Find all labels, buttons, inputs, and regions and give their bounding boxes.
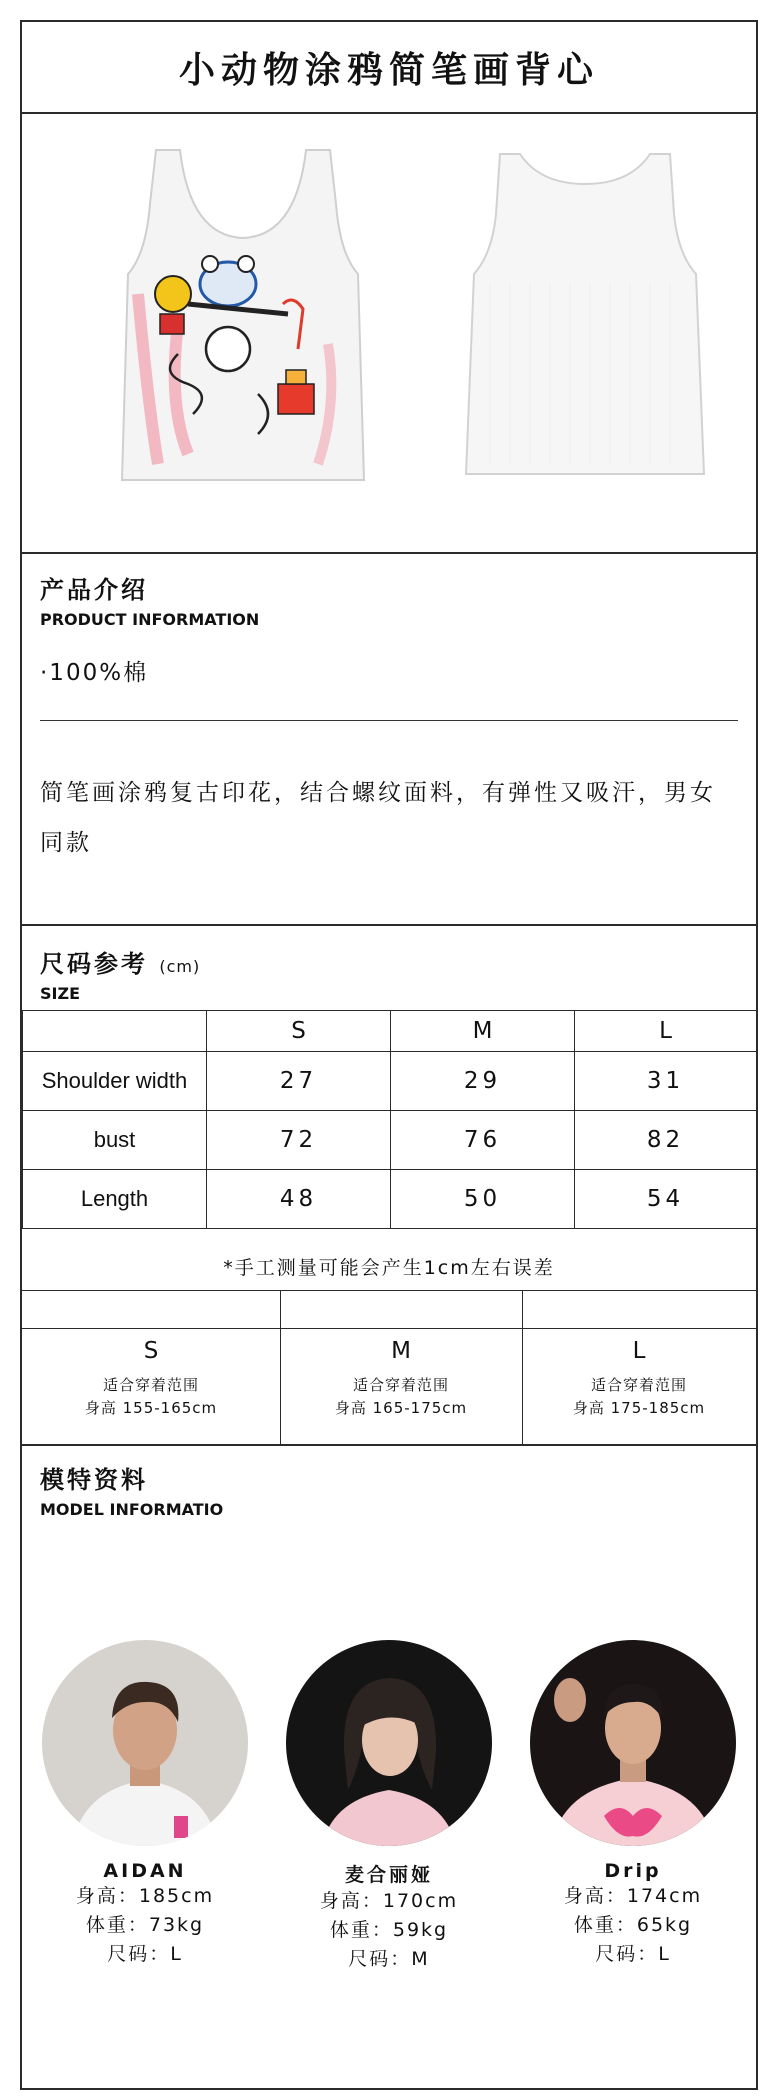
fit-cell-s [22,1328,280,1444]
cell-value: 27 [207,1052,391,1111]
model-name: AIDAN [103,1860,187,1882]
fit-label: 适合穿着范围 [102,1376,199,1394]
divider [522,1290,523,1328]
header-empty [23,1011,207,1052]
model-weight: 体重：73kg [85,1914,205,1936]
model-card-maheliya [284,1640,494,1974]
fit-label: 适合穿着范围 [590,1376,687,1394]
model-information-section [22,1446,756,2086]
product-photos [22,114,756,554]
blank-row [22,1290,756,1329]
cell-value: 82 [575,1111,757,1170]
row-label: Length [23,1170,207,1229]
fit-label: 适合穿着范围 [352,1376,449,1394]
size-subheading: SIZE [40,984,81,1003]
row-label: Shoulder width [23,1052,207,1111]
model-weight: 体重：65kg [573,1914,693,1936]
model-height: 身高：170cm [319,1890,459,1912]
title-bar [22,22,756,114]
cell-value: 29 [391,1052,575,1111]
fit-cell-m [280,1328,522,1444]
fit-size: M [391,1338,411,1364]
model-size: 尺码：L [107,1943,183,1965]
product-information-section [22,554,756,926]
model-card-aidan [40,1640,250,1969]
size-heading-block [22,926,756,1010]
fit-range: 身高 155-165cm [84,1399,218,1417]
table-row [23,1111,757,1170]
measurement-note: *手工测量可能会产生1cm左右误差 [22,1246,756,1291]
size-heading: 尺码参考 (cm) [40,950,201,978]
model-weight: 体重：59kg [329,1919,449,1941]
model-avatar [530,1640,736,1846]
fit-range-row [22,1328,756,1446]
table-row [23,1052,757,1111]
cell-value: 72 [207,1111,391,1170]
model-size: 尺码：M [348,1948,430,1970]
size-unit: (cm) [159,957,201,976]
model-name: 麦合丽娅 [344,1864,433,1886]
size-table-header [23,1011,757,1052]
model-name: Drip [604,1860,662,1882]
size-table [22,1010,757,1229]
divider [40,720,738,721]
product-detail-sheet [20,20,758,2090]
product-heading: 产品介绍 [40,576,148,604]
fit-range: 身高 165-175cm [334,1399,468,1417]
model-avatar [42,1640,248,1846]
fit-size: L [632,1338,646,1364]
column-header: L [575,1011,757,1052]
cell-value: 54 [575,1170,757,1229]
table-row [23,1170,757,1229]
fit-range: 身高 175-185cm [572,1399,706,1417]
back-tank-image [460,144,710,484]
cell-value: 31 [575,1052,757,1111]
model-card-drip [528,1640,738,1969]
fit-size: S [143,1338,159,1364]
row-label: bust [23,1111,207,1170]
cell-value: 76 [391,1111,575,1170]
model-size: 尺码：L [595,1943,671,1965]
model-avatar [286,1640,492,1846]
fit-cell-l [522,1328,756,1444]
product-subheading: PRODUCT INFORMATION [40,610,260,629]
divider [280,1290,281,1328]
cell-value: 48 [207,1170,391,1229]
page-title: 小动物涂鸦简笔画背心 [178,49,599,91]
product-description: 简笔画涂鸦复古印花，结合螺纹面料，有弹性又吸汗，男女同款 [40,780,716,856]
model-height: 身高：174cm [563,1885,703,1907]
cell-value: 50 [391,1170,575,1229]
model-heading: 模特资料 [40,1466,148,1494]
front-tank-image [118,144,368,484]
material-text: ·100%棉 [40,660,149,686]
model-height: 身高：185cm [75,1885,215,1907]
column-header: M [391,1011,575,1052]
model-subheading: MODEL INFORMATIO [40,1500,224,1519]
column-header: S [207,1011,391,1052]
